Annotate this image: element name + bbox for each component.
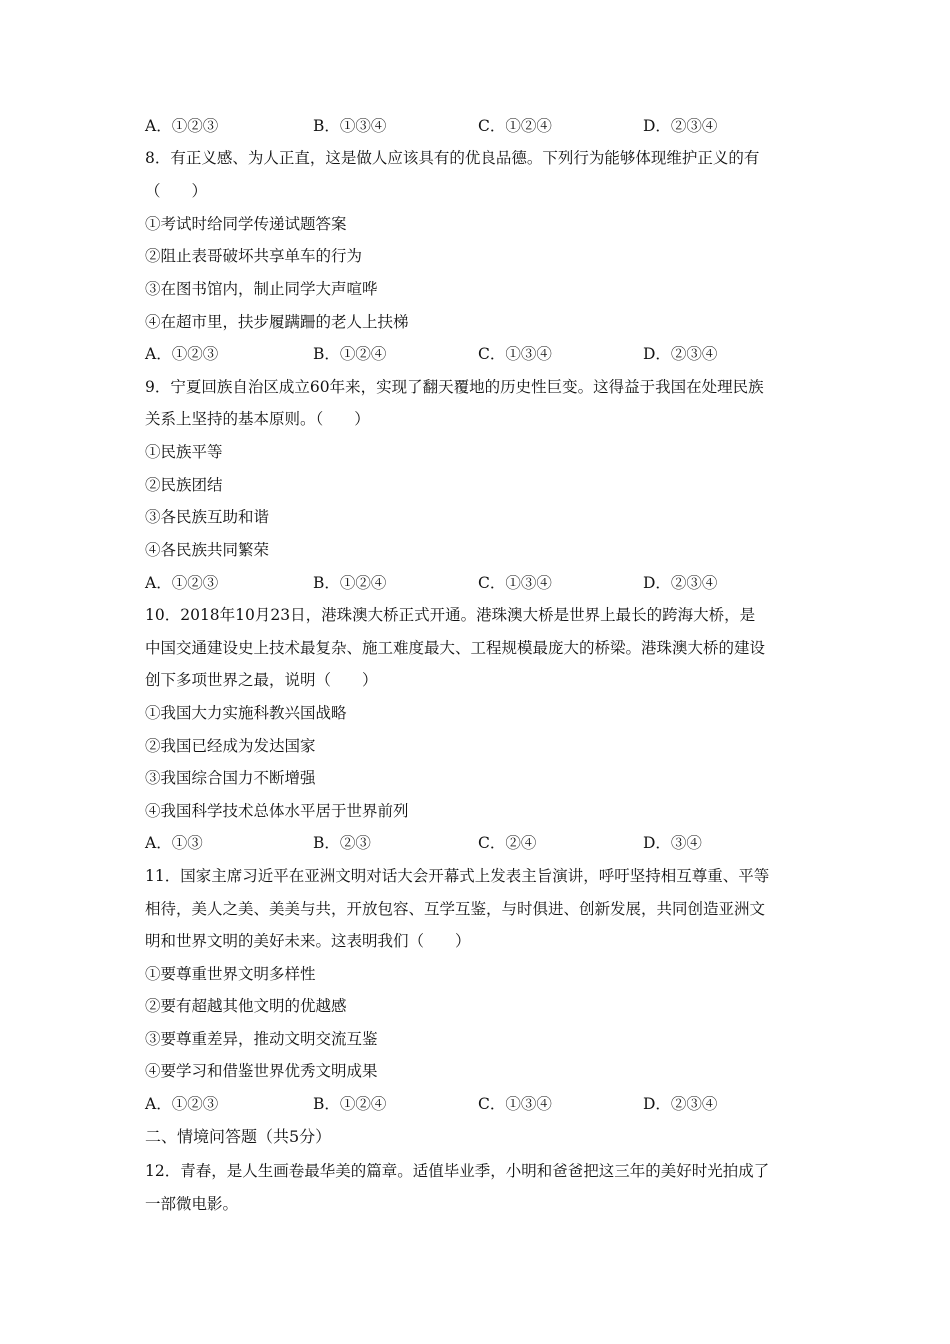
q10-item-3: ③我国综合国力不断增强 [145,769,316,787]
q10-option-c: C．②④ [478,834,537,852]
section-heading: 二、情境问答题（共5分） [145,1127,332,1146]
q7-option-c: C．①②④ [478,117,552,135]
q10-option-a: A．①③ [145,834,203,852]
q9-option-b: B．①②④ [313,574,387,592]
q10-stem-line-1: 10．2018年10月23日，港珠澳大桥正式开通。港珠澳大桥是世界上最长的跨海大桥，是 [145,606,756,624]
q8-options [145,343,825,365]
q11-option-a: A．①②③ [145,1095,219,1113]
q11-option-b: B．①②④ [313,1095,387,1113]
q8-item-2: ②阻止表哥破坏共享单车的行为 [145,247,363,265]
q9-option-d: D．②③④ [643,574,718,592]
q10-item-2: ②我国已经成为发达国家 [145,737,316,755]
q10-stem-line-2: 中国交通建设史上技术最复杂、施工难度最大、工程规模最庞大的桥梁。港珠澳大桥的建设 [145,639,766,657]
q9-option-c: C．①③④ [478,574,552,592]
q7-option-a: A．①②③ [145,117,219,135]
q9-option-a: A．①②③ [145,574,219,592]
q10-item-1: ①我国大力实施科教兴国战略 [145,704,347,722]
q7-options [145,115,825,137]
q9-item-3: ③各民族互助和谐 [145,508,270,526]
q10-stem-line-3: 创下多项世界之最，说明（ ） [145,671,378,689]
q10-item-4: ④我国科学技术总体水平居于世界前列 [145,802,409,820]
q8-option-c: C．①③④ [478,345,552,363]
q8-item-4: ④在超市里，扶步履蹒跚的老人上扶梯 [145,313,409,331]
q9-item-1: ①民族平等 [145,443,223,461]
q7-option-b: B．①③④ [313,117,387,135]
q9-stem-line-2: 关系上坚持的基本原则。（ ） [145,410,370,428]
q8-stem-line-2: （ ） [145,182,208,200]
q9-options [145,572,825,594]
q11-stem-line-1: 11．国家主席习近平在亚洲文明对话大会开幕式上发表主旨演讲，呼吁坚持相互尊重、平等 [145,867,770,885]
q11-stem-line-3: 明和世界文明的美好未来。这表明我们（ ） [145,932,471,950]
q12-stem-line-1: 12．青春，是人生画卷最华美的篇章。适值毕业季，小明和爸爸把这三年的美好时光拍成了 [145,1162,770,1180]
q7-option-d: D．②③④ [643,117,718,135]
q8-item-1: ①考试时给同学传递试题答案 [145,215,347,233]
q12-stem-line-2: 一部微电影。 [145,1195,239,1213]
q8-option-b: B．①②④ [313,345,387,363]
q11-item-4: ④要学习和借鉴世界优秀文明成果 [145,1062,378,1080]
q8-item-3: ③在图书馆内，制止同学大声喧哗 [145,280,378,298]
q11-stem-line-2: 相待，美人之美、美美与共，开放包容、互学互鉴，与时俱进、创新发展，共同创造亚洲文 [145,900,766,918]
q8-stem-line-1: 8．有正义感、为人正直，这是做人应该具有的优良品德。下列行为能够体现维护正义的有 [145,149,760,167]
q11-option-c: C．①③④ [478,1095,552,1113]
q9-item-4: ④各民族共同繁荣 [145,541,270,559]
q10-option-b: B．②③ [313,834,371,852]
q8-option-d: D．②③④ [643,345,718,363]
q9-item-2: ②民族团结 [145,476,223,494]
q10-options [145,832,825,854]
q11-item-1: ①要尊重世界文明多样性 [145,965,316,983]
q8-option-a: A．①②③ [145,345,219,363]
q11-item-3: ③要尊重差异，推动文明交流互鉴 [145,1030,378,1048]
q11-option-d: D．②③④ [643,1095,718,1113]
q11-options [145,1093,825,1115]
q9-stem-line-1: 9．宁夏回族自治区成立60年来，实现了翻天覆地的历史性巨变。这得益于我国在处理民族 [145,378,764,396]
q10-option-d: D．③④ [643,834,702,852]
q11-item-2: ②要有超越其他文明的优越感 [145,997,347,1015]
